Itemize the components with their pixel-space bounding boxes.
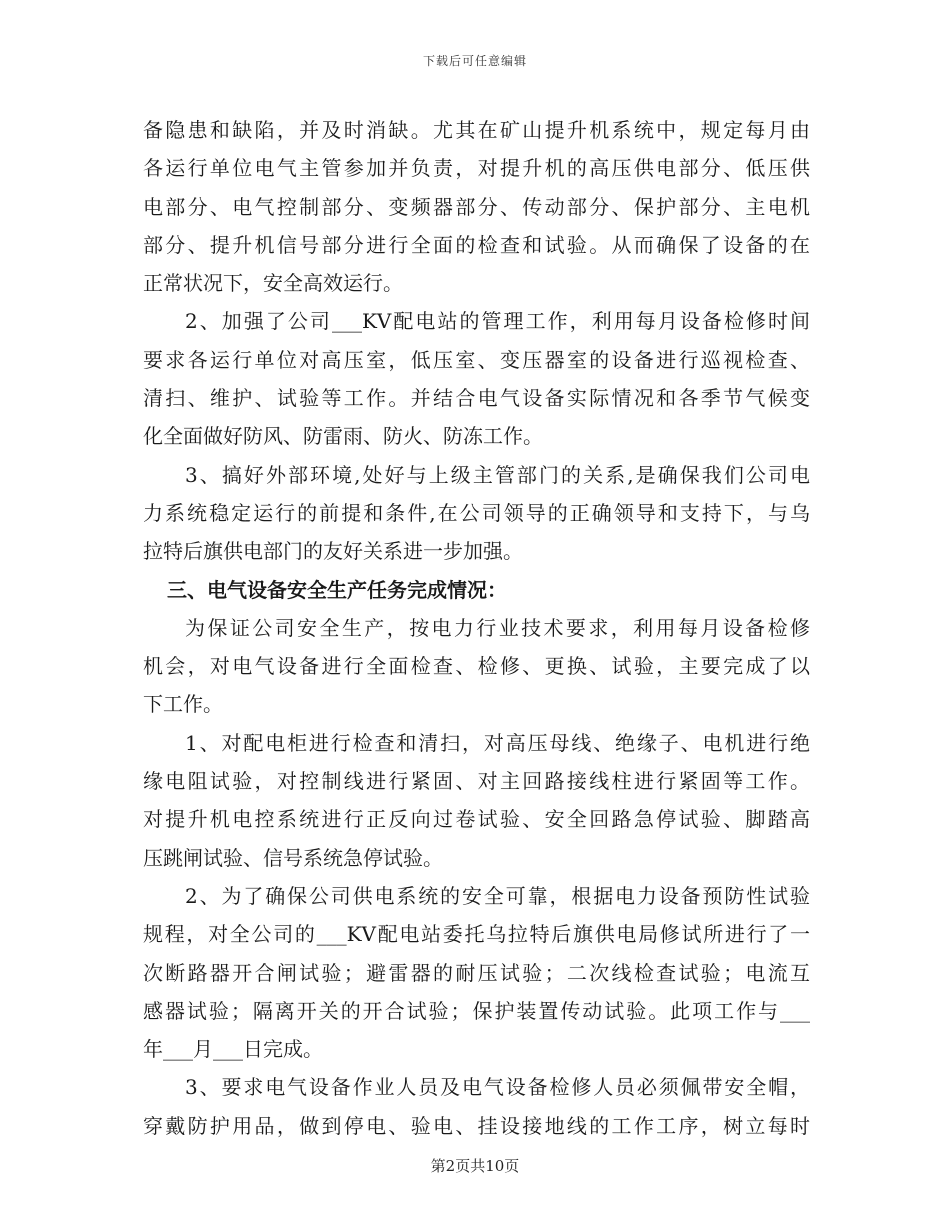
text-line: 正常状况下，安全高效运行。 [143,271,403,296]
text-line: 清扫、维护、试验等工作。并结合电气设备实际情况和各季节气候变 [143,386,810,411]
text-line: 化全面做好防风、防雷雨、防火、防冻工作。 [143,424,543,449]
page-number: 第2页共10页 [430,1157,520,1175]
text-line: 部分、提升机信号部分进行全面的检查和试验。从而确保了设备的在 [143,232,810,257]
text-line: 要求各运行单位对高压室，低压室、变压器室的设备进行巡视检查、 [143,347,810,372]
document-body [143,111,810,1145]
text-line: 1、对配电柜进行检查和清扫，对高压母线、绝缘子、电机进行绝 [185,730,810,755]
text-line: 次断路器开合闸试验；避雷器的耐压试验；二次线检查试验；电流互 [143,960,810,985]
text-line: 拉特后旗供电部门的友好关系进一步加强。 [143,539,523,564]
text-line: 电部分、电气控制部分、变频器部分、传动部分、保护部分、主电机 [143,194,810,219]
text-line: 2、加强了公司___KV配电站的管理工作，利用每月设备检修时间 [185,309,810,334]
text-line: 机会，对电气设备进行全面检查、检修、更换、试验，主要完成了以 [143,654,810,679]
section-heading: 三、电气设备安全生产任务完成情况： [167,577,507,602]
text-line: 为保证公司安全生产，按电力行业技术要求，利用每月设备检修 [185,615,810,640]
text-line: 3、搞好外部环境,处好与上级主管部门的关系,是确保我们公司电 [185,462,810,487]
text-line: 2、为了确保公司供电系统的安全可靠，根据电力设备预防性试验 [185,883,810,908]
text-line: 压跳闸试验、信号系统急停试验。 [143,845,443,870]
page-header: 下载后可任意编辑 [422,54,527,68]
text-line: 感器试验；隔离开关的开合试验；保护装置传动试验。此项工作与___ [143,998,810,1023]
text-line: 各运行单位电气主管参加并负责，对提升机的高压供电部分、低压供 [143,156,810,181]
text-line: 缘电阻试验，对控制线进行紧固、对主回路接线柱进行紧固等工作。 [143,769,810,794]
text-line: 力系统稳定运行的前提和条件,在公司领导的正确领导和支持下，与乌 [143,500,810,525]
text-line: 下工作。 [143,692,223,717]
text-line: 对提升机电控系统进行正反向过卷试验、安全回路急停试验、脚踏高 [143,807,810,832]
text-line: 年___月___日完成。 [143,1037,323,1062]
text-line: 规程，对全公司的___KV配电站委托乌拉特后旗供电局修试所进行了一 [143,922,810,947]
text-line: 3、要求电气设备作业人员及电气设备检修人员必须佩带安全帽， [185,1075,810,1100]
text-line: 备隐患和缺陷，并及时消缺。尤其在矿山提升机系统中，规定每月由 [143,118,810,142]
text-line: 穿戴防护用品，做到停电、验电、挂设接地线的工作工序，树立每时 [143,1113,810,1138]
